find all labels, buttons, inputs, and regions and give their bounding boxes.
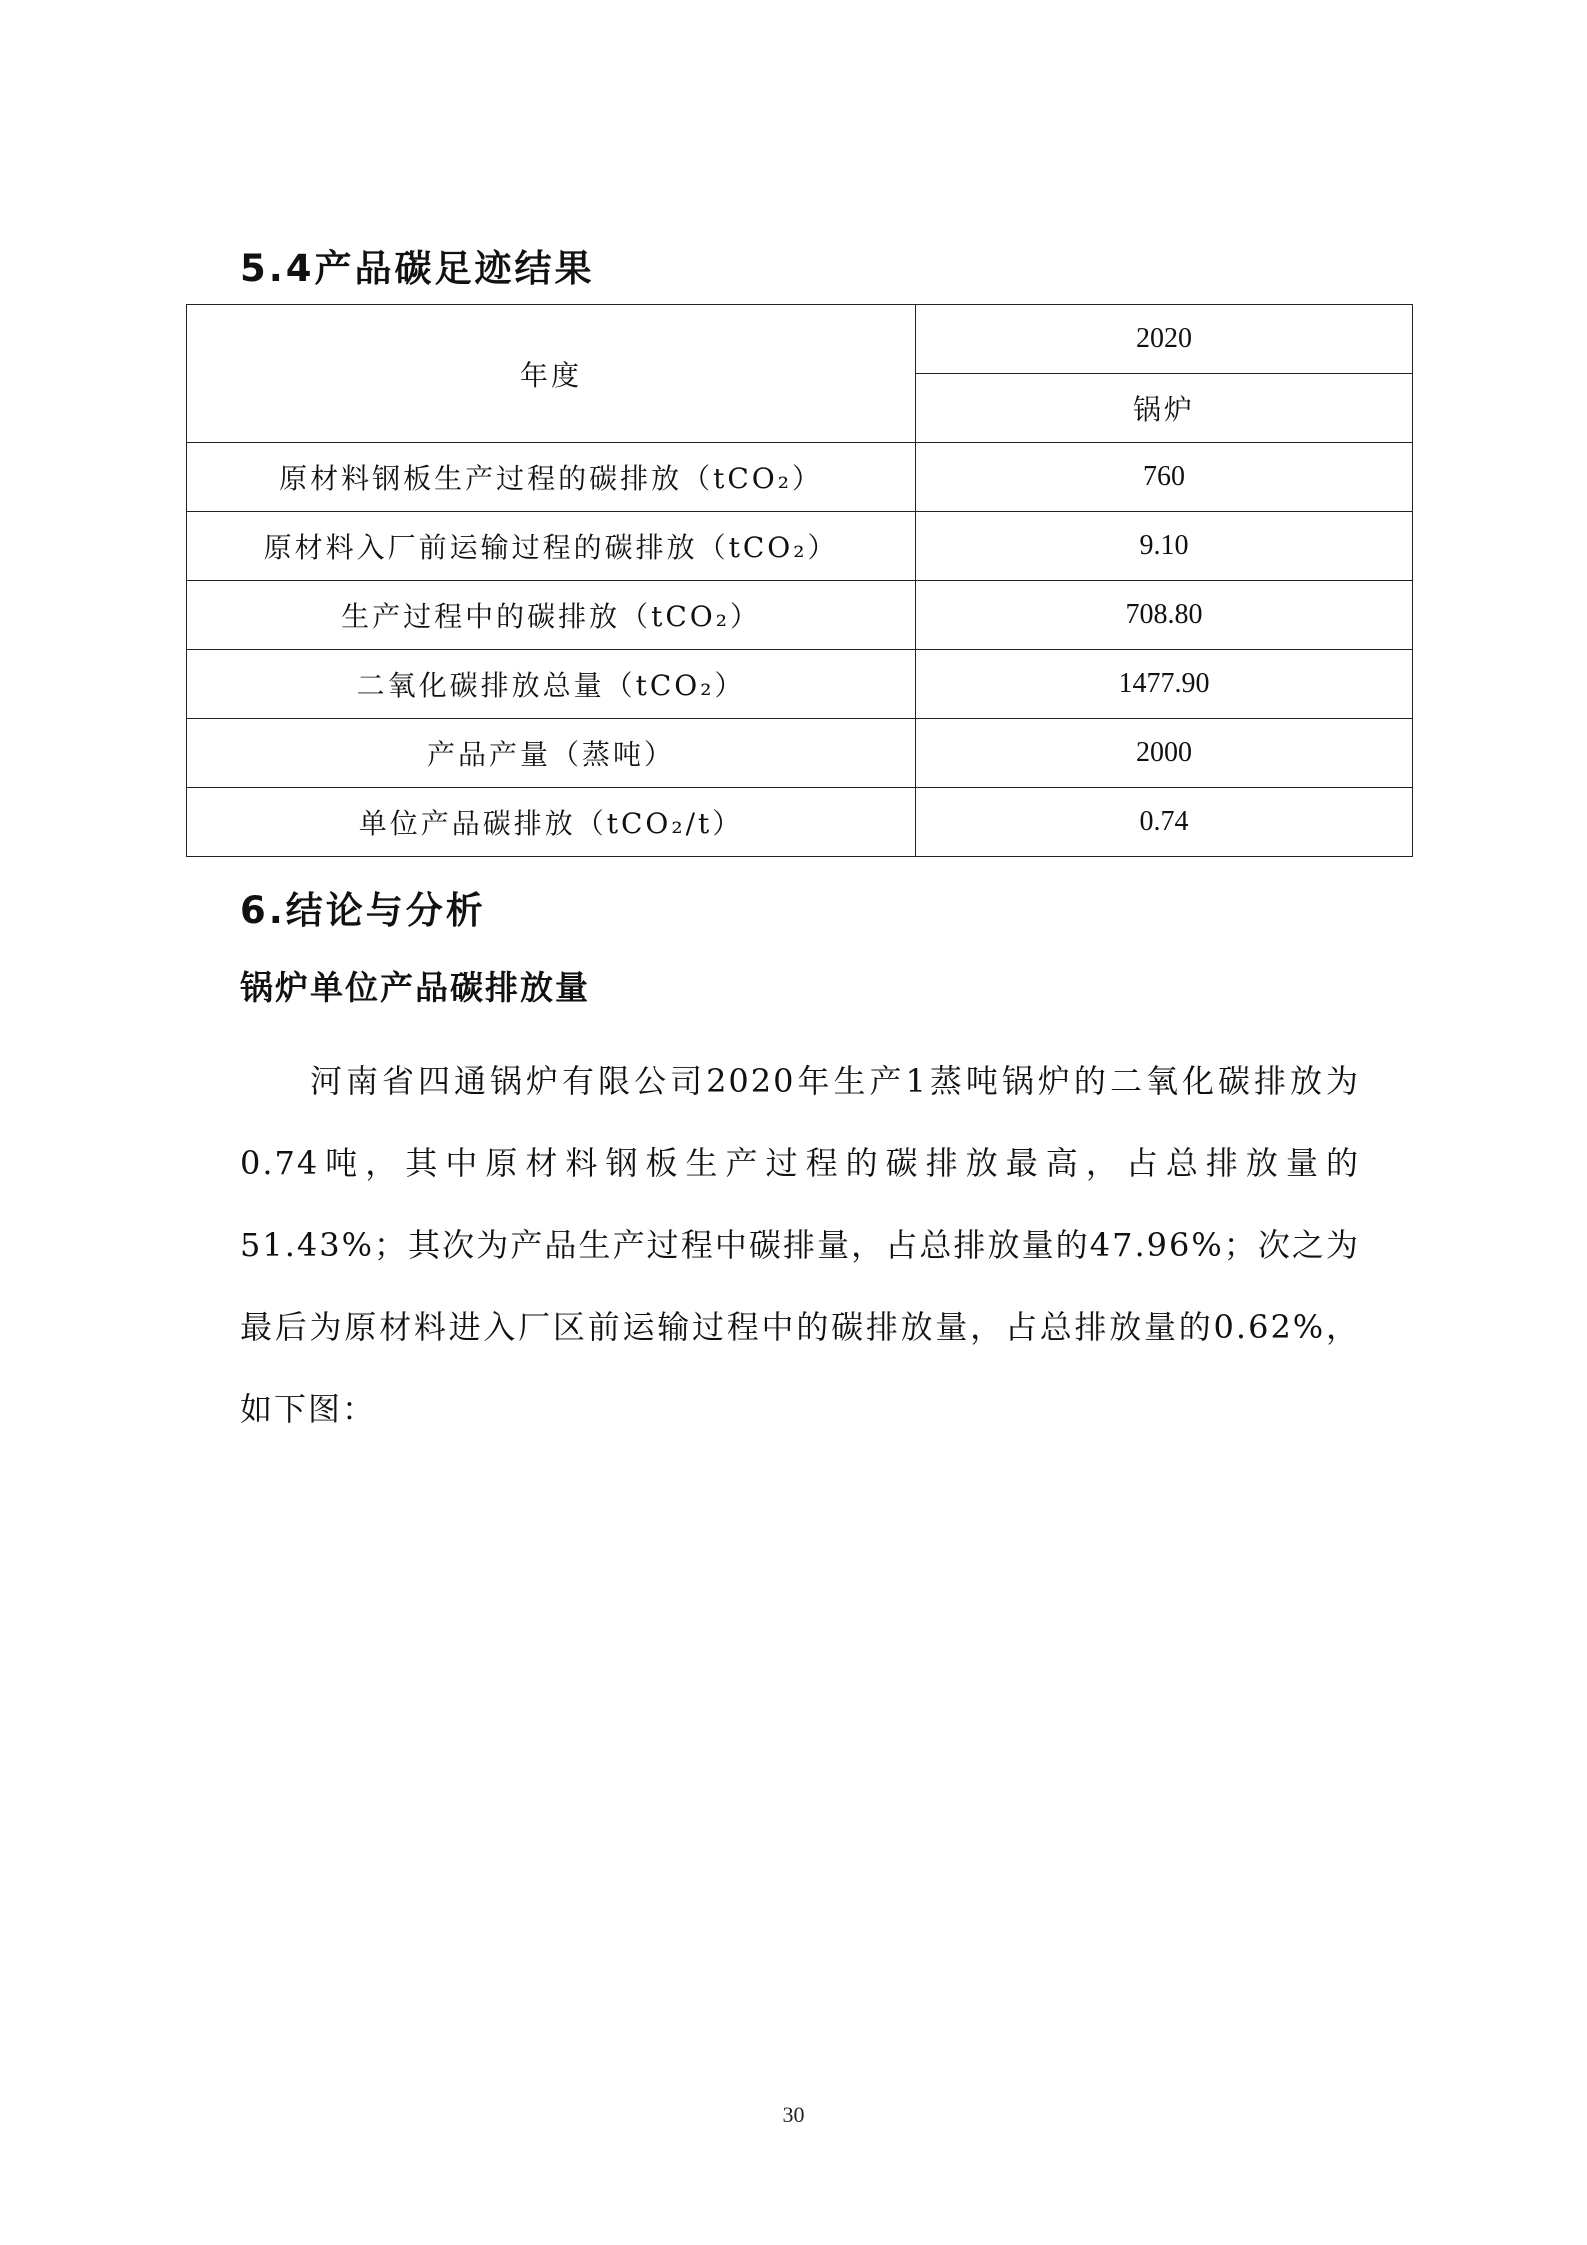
row-label: 生产过程中的碳排放（tCO₂）	[187, 581, 916, 650]
row-value: 2000	[916, 719, 1413, 788]
carbon-footprint-table	[186, 304, 1413, 857]
row-value: 9.10	[916, 512, 1413, 581]
header-year-value: 2020	[916, 305, 1413, 374]
table-row	[187, 650, 1413, 719]
table-header-row	[187, 305, 1413, 374]
row-label: 单位产品碳排放（tCO₂/t）	[187, 788, 916, 857]
section-title-product-carbon-footprint: 5.4产品碳足迹结果	[240, 247, 595, 290]
table-row	[187, 512, 1413, 581]
row-label: 二氧化碳排放总量（tCO₂）	[187, 650, 916, 719]
row-label: 原材料入厂前运输过程的碳排放（tCO₂）	[187, 512, 916, 581]
subsection-title-unit-emission: 锅炉单位产品碳排放量	[240, 968, 590, 1007]
table-row	[187, 581, 1413, 650]
row-value: 0.74	[916, 788, 1413, 857]
conclusion-paragraph: 河南省四通锅炉有限公司2020年生产1蒸吨锅炉的二氧化碳排放为0.74吨，其中原材料钢板生产过程的碳排放最高，占总排放量的51.43%；其次为产品生产过程中碳排量，占总排放量的47.96%；次之为最后为原材料进入厂区前运输过程中的碳排放量，占总排放量的0.62%，如下图：	[240, 1062, 1360, 1428]
header-product-name: 锅炉	[916, 374, 1413, 443]
row-value: 760	[916, 443, 1413, 512]
row-label: 原材料钢板生产过程的碳排放（tCO₂）	[187, 443, 916, 512]
table-row	[187, 719, 1413, 788]
page-number: 30	[782, 2102, 805, 2127]
section-title-conclusion-analysis: 6.结论与分析	[240, 889, 486, 932]
row-value: 1477.90	[916, 650, 1413, 719]
table-row	[187, 788, 1413, 857]
row-label: 产品产量（蒸吨）	[187, 719, 916, 788]
header-year-label: 年度	[187, 305, 916, 443]
row-value: 708.80	[916, 581, 1413, 650]
table-row	[187, 443, 1413, 512]
